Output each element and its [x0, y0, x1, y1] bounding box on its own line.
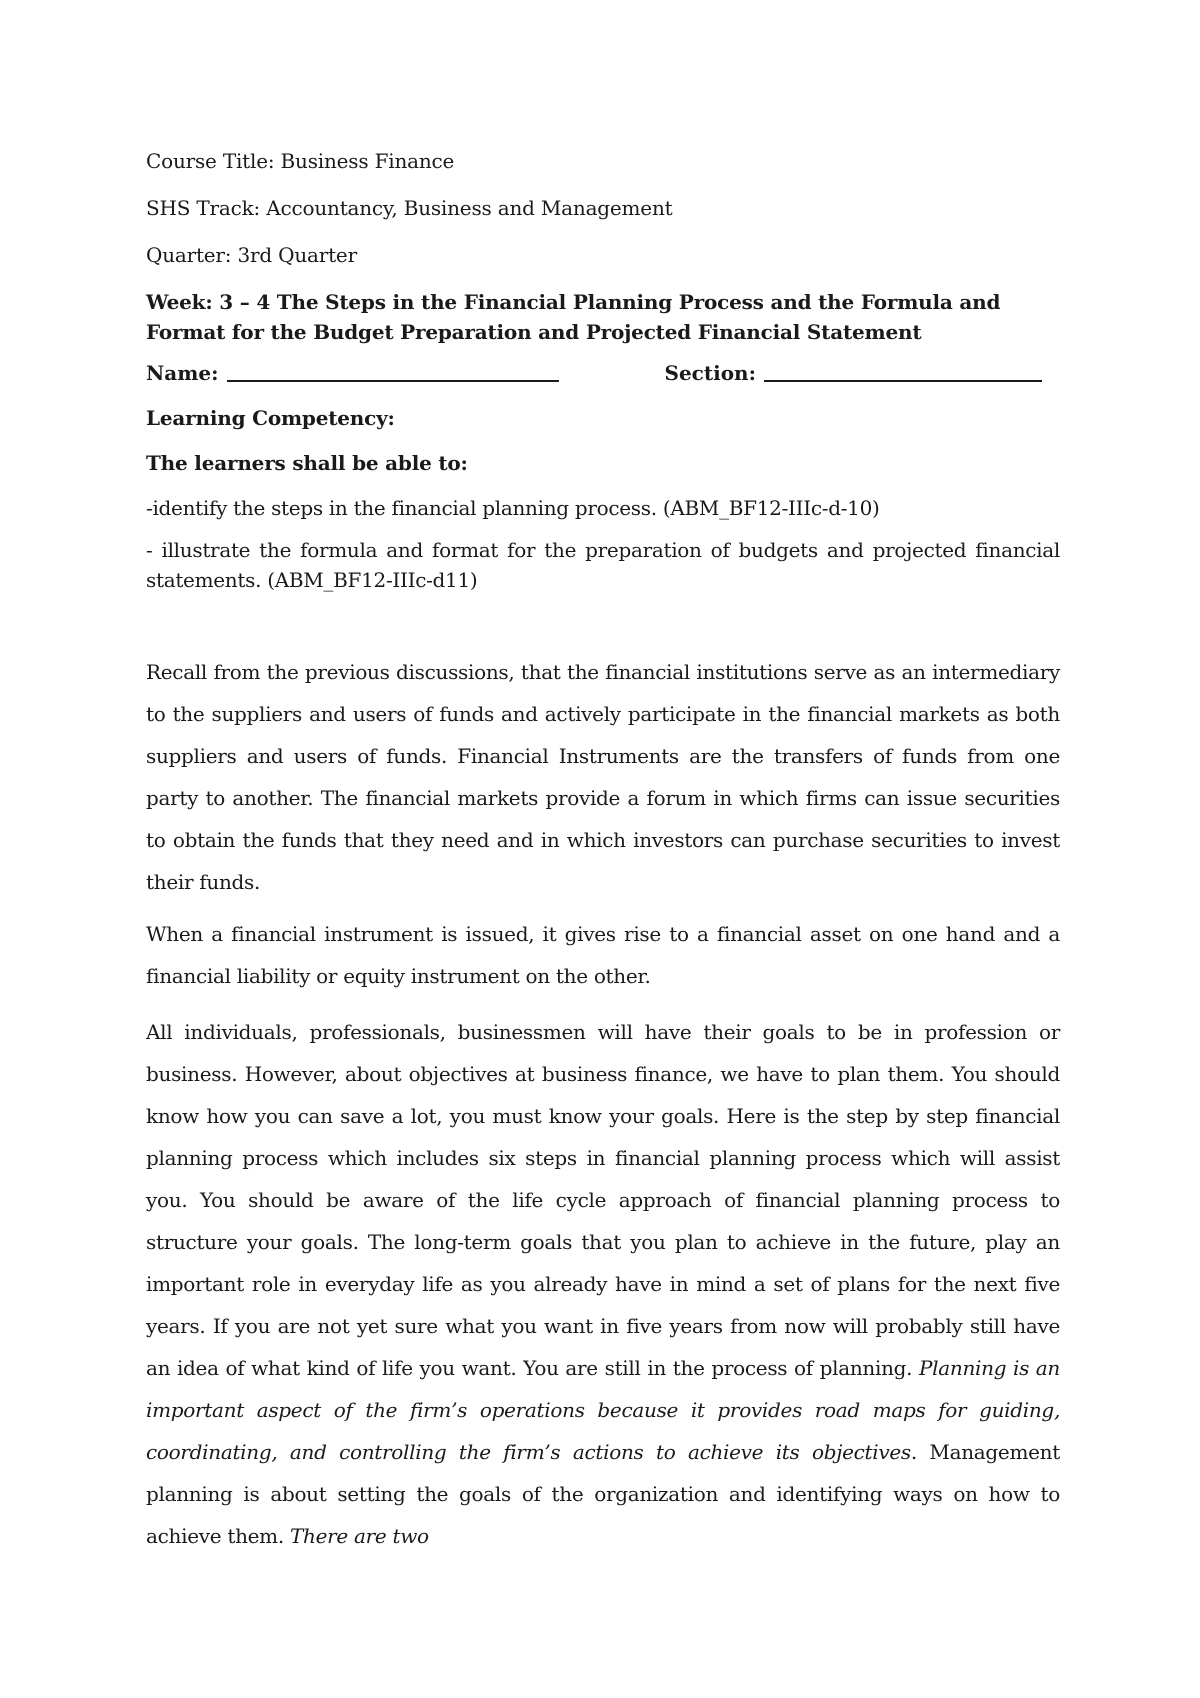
- body-paragraph-2: When a financial instrument is issued, it gives rise to a financial asset on one hand and a financial liability or equity instrument on the other.: [146, 922, 1060, 988]
- name-label: Name:: [146, 361, 219, 385]
- shs-track: SHS Track: Accountancy, Business and Management: [146, 196, 673, 220]
- name-blank-line[interactable]: [227, 360, 559, 382]
- week-title: Week: 3 – 4 The Steps in the Financial Planning Process and the Formula and Format for the Budget Preparation and Projected Financial Statement: [146, 290, 1001, 344]
- paragraph-3-italic-b: There are two: [289, 1524, 429, 1548]
- section-blank-line[interactable]: [764, 360, 1042, 382]
- quarter: Quarter: 3rd Quarter: [146, 243, 357, 267]
- objective-item: - illustrate the formula and format for the preparation of budgets and projected financial statements. (ABM_BF12-IIIc-d11): [146, 538, 1060, 592]
- name-section-row: [146, 358, 1060, 388]
- document-content: [146, 146, 1060, 1557]
- paragraph-3-italic-a: Planning is an important aspect of the firm’s operations because it provides road maps for guiding, coordinating, and controlling the firm’s actions to achieve its objectives: [146, 1356, 1060, 1464]
- objective-item: -identify the steps in the financial planning process. (ABM_BF12-IIIc-d-10): [146, 496, 880, 520]
- course-title: Course Title: Business Finance: [146, 149, 455, 173]
- paragraph-3-text-b: . Management planning is about setting the goals of the organization and identifying ways on how to achieve them.: [146, 1440, 1060, 1548]
- competency-heading: Learning Competency:: [146, 406, 395, 430]
- section-label: Section:: [664, 361, 756, 385]
- paragraph-3-text-a: All individuals, professionals, businessmen will have their goals to be in profession or business. However, about objectives at business finance, we have to plan them. You should know how you can save a lot, you must know your goals. Here is the step by step financial planning process which includes six steps in financial planning process which will assist you. You should be aware of the life cycle approach of financial planning process to structure your goals. The long-term goals that you plan to achieve in the future, play an important role in everyday life as you already have in mind a set of plans for the next five years. If you are not yet sure what you want in five years from now will probably still have an idea of what kind of life you want. You are still in the process of planning.: [146, 1020, 1060, 1380]
- section-field: [665, 358, 1042, 388]
- competency-intro: The learners shall be able to:: [146, 451, 468, 475]
- body-paragraph-1: Recall from the previous discussions, that the financial institutions serve as an intermediary to the suppliers and users of funds and actively participate in the financial markets as both suppliers and users of funds. Financial Instruments are the transfers of funds from one party to another. The financial markets provide a forum in which firms can issue securities to obtain the funds that they need and in which investors can purchase securities to invest their funds.: [146, 660, 1060, 894]
- body-paragraph-3: [146, 1011, 1060, 1557]
